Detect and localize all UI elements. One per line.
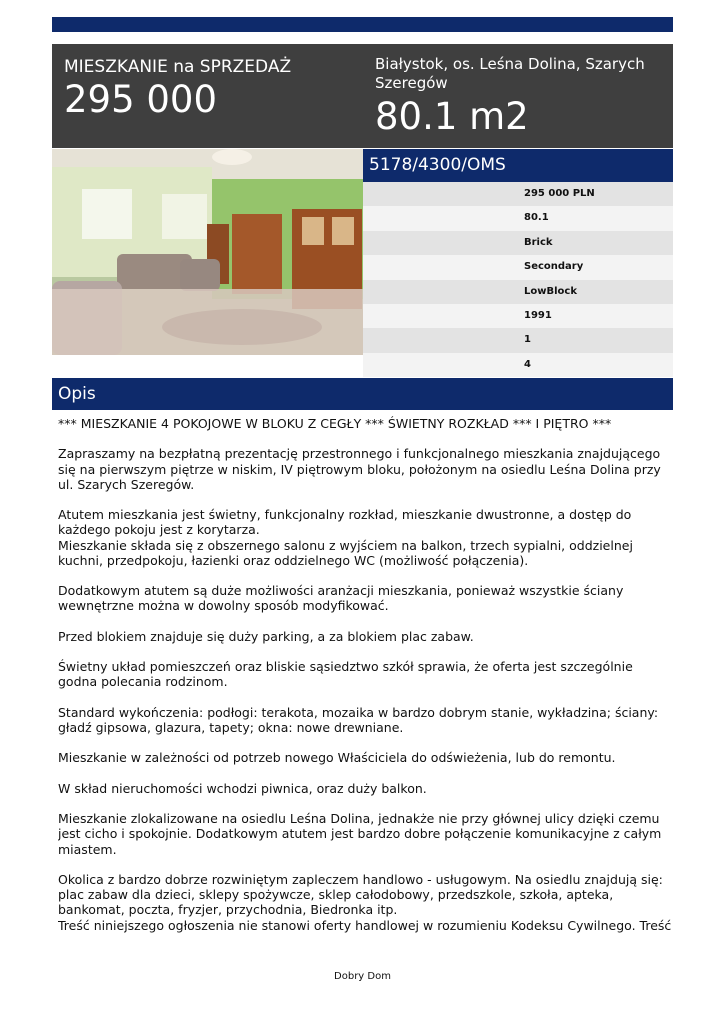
description-paragraph: Mieszkanie w zależności od potrzeb nowego Właściciela do odświeżenia, lub do remontu.: [58, 750, 616, 766]
description-paragraph: Standard wykończenia: podłogi: terakota, mozaika w bardzo dobrym stanie, wykładzina; ściany: gładź gipsowa, glazura, tapety; okna: nowe drewniane.: [58, 704, 659, 735]
description-paragraph: *** MIESZKANIE 4 POKOJOWE W BLOKU Z CEGŁY *** ŚWIETNY ROZKŁAD *** I PIĘTRO ***: [58, 416, 612, 431]
listing-header: [52, 44, 673, 148]
listing-type: MIESZKANIE na SPRZEDAŻ: [64, 57, 292, 77]
description-paragraph: Świetny układ pomieszczeń oraz bliskie sąsiedztwo szkół sprawia, że oferta jest szczególnie godna polecania rodzinom.: [58, 659, 633, 690]
detail-market: Secondary: [363, 255, 673, 279]
header-left: [64, 56, 354, 121]
reference-number: 5178/4300/OMS: [363, 149, 673, 182]
footer-agency-name: Dobry Dom: [334, 971, 391, 982]
description-paragraph: Przed blokiem znajduje się duży parking, a za blokiem plac zabaw.: [58, 628, 474, 644]
listing-price: 295 000: [64, 78, 218, 121]
detail-building-type: LowBlock: [363, 280, 673, 304]
detail-price: 295 000 PLN: [363, 182, 673, 206]
property-photo: [52, 149, 363, 355]
description-body: [58, 416, 673, 936]
description-paragraph: W skład nieruchomości wchodzi piwnica, oraz duży balkon.: [58, 780, 427, 796]
listing-area: 80.1 m2: [375, 95, 529, 138]
top-accent-bar: [52, 17, 673, 32]
description-heading: Opis: [52, 378, 673, 410]
detail-floor: 1: [363, 328, 673, 352]
description-paragraph: Dodatkowym atutem są duże możliwości aranżacji mieszkania, ponieważ wszystkie ściany wewnętrzne można w dowolny sposób modyfikować.: [58, 583, 624, 614]
detail-rooms: 4: [363, 353, 673, 377]
detail-year-built: 1991: [363, 304, 673, 328]
living-room-photo-illustration: [52, 149, 363, 355]
header-right: [375, 55, 665, 138]
detail-area: 80.1: [363, 206, 673, 230]
description-paragraph: Zapraszamy na bezpłatną prezentację przestronnego i funkcjonalnego mieszkania znajdującego się na pierwszym piętrze w niskim, IV piętrowym bloku, położonym na osiedlu Leśna Dolina przy ul. Szarych Szeregów.: [58, 446, 661, 492]
detail-building-material: Brick: [363, 231, 673, 255]
details-table: [363, 182, 673, 377]
description-paragraph: Mieszkanie zlokalizowane na osiedlu Leśna Dolina, jednakże nie przy głównej ulicy dzięki czemu jest cicho i spokojnie. Dodatkowym atutem jest bardzo dobre połączenie komunikacyjne z całym miastem.: [58, 811, 662, 857]
listing-location: Białystok, os. Leśna Dolina, Szarych Szeregów: [375, 55, 645, 92]
description-paragraph: Atutem mieszkania jest świetny, funkcjonalny rozkład, mieszkanie dwustronne, a dostęp do każdego pokoju jest z korytarza. Mieszkanie składa się z obszernego salonu z wyjściem na balkon, trzech sypialni, oddzielnej kuchni, przedpokoju, łazienki oraz oddzielnego WC (możliwość połączenia).: [58, 507, 633, 568]
description-paragraph: Okolica z bardzo dobrze rozwiniętym zapleczem handlowo - usługowym. Na osiedlu znajdują się: plac zabaw dla dzieci, sklepy spożywcze, sklep całodobowy, przedszkole, szkoła, apteka, bankomat, poczta, fryzjer, przychodnia, Biedronka itp. Treść niniejszego ogłoszenia nie stanowi oferty handlowej w rozumieniu Kodeksu Cywilnego. Treść: [58, 871, 672, 933]
